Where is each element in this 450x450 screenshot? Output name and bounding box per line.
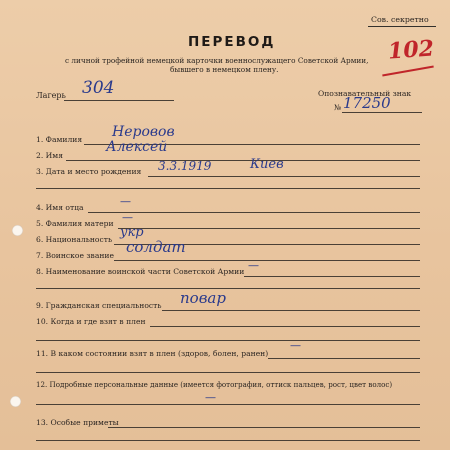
field-1-value: Неровов bbox=[112, 124, 175, 140]
classification-underline bbox=[368, 26, 436, 27]
field-2-value: Алексей bbox=[106, 139, 168, 155]
field-5-value: — bbox=[122, 211, 133, 224]
field-8-line bbox=[244, 276, 420, 277]
field-12-value: — bbox=[205, 391, 216, 404]
camp-label: Лагерь bbox=[36, 91, 66, 100]
field-8-value: — bbox=[248, 259, 259, 272]
field-13-line-2 bbox=[36, 440, 420, 441]
field-12-line bbox=[36, 404, 420, 405]
field-4-line bbox=[88, 212, 420, 213]
field-11-label: 11. В каком состоянии взят в плен (здоров, болен, ранен) bbox=[36, 349, 269, 358]
camp-value: 304 bbox=[82, 78, 115, 98]
id-mark-label: Опознавательный знак bbox=[318, 89, 412, 98]
field-5-line bbox=[118, 228, 420, 229]
field-12-label: 12. Подробные персональные данные (имеется фотография, оттиск пальцев, рост, цвет волос) bbox=[36, 380, 393, 389]
field-2-line bbox=[66, 160, 420, 161]
field-6-label: 6. Национальность bbox=[36, 235, 113, 244]
id-mark-value: 17250 bbox=[343, 94, 391, 112]
field-3-date: 3.3.1919 bbox=[158, 159, 212, 173]
field-9-line bbox=[162, 310, 420, 311]
id-mark-line bbox=[342, 112, 422, 113]
field-5-label: 5. Фамилия матери bbox=[36, 219, 114, 228]
field-9-label: 9. Гражданская специальность bbox=[36, 301, 162, 310]
field-13-line bbox=[108, 427, 420, 428]
field-1-label: 1. Фамилия bbox=[36, 135, 83, 144]
classification-label: Сов. секретно bbox=[371, 15, 429, 24]
field-3-line bbox=[148, 176, 420, 177]
binder-hole-bottom bbox=[10, 396, 21, 407]
field-11-value: — bbox=[290, 339, 301, 352]
subtitle-line-2: бывшего в немецком плену. bbox=[170, 65, 279, 74]
field-10-label: 10. Когда и где взят в плен bbox=[36, 317, 146, 326]
field-7-label: 7. Воинское звание bbox=[36, 251, 114, 260]
red-number-underline bbox=[382, 66, 434, 77]
field-11-line-2 bbox=[36, 372, 420, 373]
field-10-line-2 bbox=[36, 340, 420, 341]
field-2-label: 2. Имя bbox=[36, 151, 63, 160]
field-13-label: 13. Особые приметы bbox=[36, 418, 119, 427]
field-10-line bbox=[150, 326, 420, 327]
field-9-value: повар bbox=[180, 289, 226, 307]
field-3-label: 3. Дата и место рождения bbox=[36, 167, 142, 176]
page-title: ПЕРЕВОД bbox=[188, 34, 276, 50]
subtitle-line-1: с личной трофейной немецкой карточки военнослужащего Советской Армии, bbox=[65, 56, 369, 65]
field-3-place: Киев bbox=[250, 157, 284, 172]
field-3-line-2 bbox=[36, 188, 420, 189]
red-number: 102 bbox=[387, 35, 435, 65]
id-mark-prefix: № bbox=[334, 103, 342, 112]
field-8-label: 8. Наименование воинской части Советской Армии bbox=[36, 267, 245, 276]
field-4-value: — bbox=[120, 195, 131, 208]
field-7-line bbox=[114, 260, 420, 261]
field-11-line bbox=[268, 358, 420, 359]
binder-hole-top bbox=[12, 225, 23, 236]
camp-line bbox=[64, 100, 174, 101]
field-4-label: 4. Имя отца bbox=[36, 203, 84, 212]
field-6-value: укр bbox=[120, 225, 144, 240]
field-8-line-2 bbox=[36, 288, 420, 289]
field-7-value: солдат bbox=[126, 238, 186, 256]
